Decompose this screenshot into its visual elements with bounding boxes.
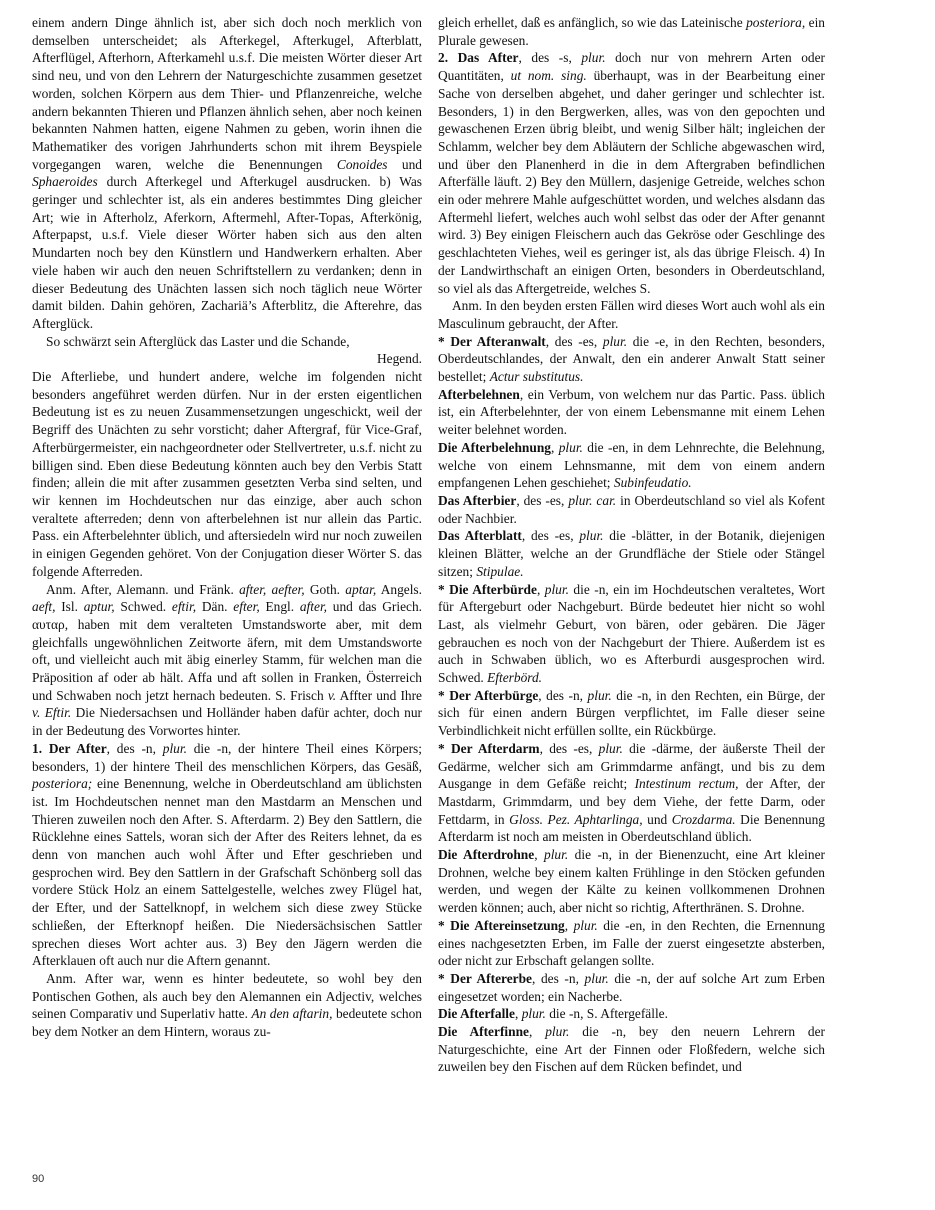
headword: * Der Afteranwalt <box>438 333 546 349</box>
entry-afterdarm: * Der Afterdarm, des -es, plur. die -därme, der äußerste Theil der Gedärme, welcher sich am Grimmdarme anfängt, und bis zu dem Ausgange in dem Gefäße reicht; Intestinum rectum, der After, der Mastdarm, Grimmdarm, und bey dem Viehe, der fette Darm, oder Fettdarm, in Gloss. Pez. Aphtarlinga, und Crozdarma. Die Benennung Afterdarm ist noch am meisten in Oberdeutschland üblich. <box>438 740 826 845</box>
left-column <box>32 14 422 1041</box>
headword: Die Afterfalle <box>438 1006 515 1022</box>
entry-afterbelehnen: Afterbelehnen, ein Verbum, von welchem nur das Partic. Pass. üblich ist, ein Afterbelehnter, der von einem Lebensmanne mit einem Lehen weiter belehnet worden. <box>438 386 825 438</box>
annotation-after-adjective: Anm. After war, wenn es hinter bedeutete, so wohl bey den Pontischen Gothen, als auch bey den Alemannen ein Adjectiv, welches seinen Comparativ und Superlativ hatte. An den aftarin, bedeutete schon bey dem Notker an dem Hintern, woraus zu- <box>32 970 422 1040</box>
continuation-text: gleich erhellet, daß es anfänglich, so wie das Lateinische posteriora, ein Plurale gewesen. <box>438 15 825 48</box>
quote-attribution: Hegend. <box>377 351 422 367</box>
headword: * Die Afterbürde <box>438 581 537 597</box>
annotation-masculinum: Anm. In den beyden ersten Fällen wird dieses Wort auch wohl als ein Masculinum gebraucht, der After. <box>438 298 825 331</box>
dictionary-page <box>32 14 905 1164</box>
headword: 1. Der After <box>32 740 107 756</box>
entry-afterblatt: Das Afterblatt, des -es, plur. die -blätter, in der Botanik, diejenigen kleinen Blätter, welche an der Grundfläche der Stiele oder Stängel sitzen; Stipulae. <box>438 528 825 579</box>
headword: Das Afterblatt <box>438 528 522 544</box>
entry-afterbuerge: * Der Afterbürge, des -n, plur. die -n, in den Rechten, ein Bürge, der sich für einen andern Bürgen verpflichtet, im Falle dieser seine Verbindlichkeit nicht erfüllen sollte, ein Rückbürge. <box>438 687 825 739</box>
entry-afterbuerde: * Die Afterbürde, plur. die -n, ein im Hochdeutschen veraltetes, Wort für Aftergeburt oder Nachgeburt. Bürde bedeutet hier nicht so wohl Last, als vielmehr Geburt, von bären, oder gebären. Die Jäger gebrauchen es noch von der Nachgeburt der Thiere. Außerdem ist es auch in Schwaben üblich, wo es Afterburdi ausgesprochen wird. Schwed. Efterbörd. <box>438 581 825 686</box>
annotation-etymology: Anm. After, Alemann. und Fränk. after, aefter, Goth. aptar, Angels. aeft, Isl. aptur, Schwed. eftir, Dän. efter, Engl. after, und das Griech. αυταρ, haben mit dem veralteten Umstandsworte aber, mit dem gleichfalls ungewöhnlichen Zeitworte äfern, mit dem Umstandsworte oft, und vielleicht auch mit äbig einerley Stamm, für welchen man die Präposition af oder ab hält. Affa und aft sollen in Franken, Österreich und Schwaben noch jetzt hernach bedeuten. S. Frisch v. Affter und Ihre v. Eftir. Die Niedersachsen und Holländer haben dafür achter, doch nur in der Bedeutung des Vorwortes hinter. <box>32 581 423 739</box>
headword: Die Afterdrohne <box>438 847 535 863</box>
headword: Afterbelehnen <box>438 386 520 402</box>
entry-das-after: 2. Das After, des -s, plur. doch nur von mehrern Arten oder Quantitäten, ut nom. sing. überhaupt, was in der Bearbeitung einer Sache von derselben abgehet, und daher geringer und schlechter ist. Besonders, 1) in den Bergwerken, alles, was von den gepochten und gewaschenen Erzen übrig bleibt, und wenig Silber hält; ingleichen der Schlamm, welcher bey dem Abläutern der Schliche abgewaschen wird, und über den Planenherd in die in dem Aftergraben befindlichen Afterfälle läuft. 2) Bey den Müllern, dasjenige Getreide, welches schon ein oder mehrere Mahle aufgeschüttet worden, und welches alsdann das Aftermehl liefert, welches auch wohl selbst das oder der After genannt wird. 3) Bey einigen Fleischern auch das Gekröse oder Geschlinge des geschlachteten Viehes, weil es geringer ist, als das übrige Fleisch. 4) In der Landwirthschaft an einigen Orten, besonders in Oberdeutschland, so viel als das Aftergetreide, welches S. <box>438 50 825 296</box>
right-column <box>438 14 825 1076</box>
entry-afterbier: Das Afterbier, des -es, plur. car. in Oberdeutschland so viel als Kofent oder Nachbier. <box>438 492 825 526</box>
entry-afterdrohne: Die Afterdrohne, plur. die -n, in der Bienenzucht, eine Art kleiner Drohnen, welche bey einem kalten Frühlinge in den Stöcken gefunden werden, und wegen der Kälte zu keinen vollkommenen Drohnen werden können; auch, aber nicht so richtig, Afterthränen. S. Drohne. <box>438 847 825 916</box>
entry-der-after: 1. Der After, des -n, plur. die -n, der hintere Theil eines Körpers; besonders, 1) der hintere Theil des menschlichen Körpers, das Gesäß, posteriora; eine Benennung, welche in Oberdeutschland am üblichsten ist. Im Hochdeutschen nennet man den Mastdarm an Menschen und Thieren zuweilen noch den After. S. Afterdarm. 2) Bey den Sattlern, die Rücklehne eines Sattels, woran sich der After des Reiters lehnet, da es denn von manchen auch wohl Äfter und Efter geschrieben und gesprochen wird. Bey den Sattlern in der Grafschaft Schönberg soll das vordere Stück Holz an einem Sattelgestelle, welches zwey Flügel hat, der Efter, und der Sattelknopf, in welchem sich diese zwey Stücke schließen, der Efterknopf heißen. Die Niedersächsischen Sattler sprechen dieses Wort achter aus. 3) Bey den Jägern werden die Afterklauen oft auch nur die Aftern genannt. <box>32 740 422 969</box>
headword: * Der Afterbürge <box>438 687 539 703</box>
headword: Die Afterfinne <box>438 1024 529 1040</box>
entry-afterbelehnung: Die Afterbelehnung, plur. die -en, in dem Lehnrechte, die Belehnung, welche von einem Lehnsmanne, mit dem von einem andern empfangenen Lehen geschiehet; Subinfeudatio. <box>438 439 825 491</box>
page-number: 90 <box>32 1173 45 1185</box>
headword: Das Afterbier <box>438 492 517 508</box>
headword: * Der Afterdarm <box>438 740 540 756</box>
paragraph-after-meanings: einem andern Dinge ähnlich ist, aber sich doch noch merklich von demselben unterscheidet; als Afterkegel, Afterkugel, Afterblatt, Afterflügel, Afterhorn, Afterkamehl u.s.f. Die meisten Wörter dieser Art sind neu, und von den Lehrern der Naturgeschichte zusammen gesetzet worden, solchen Körpern aus dem Thier- und Pflanzenreiche, welche andern bekannten Thieren und Pflanzen ähnlich sehen, aber noch keinen bekannten Nahmen hatten, eigene Nahmen zu geben, worin ihnen die Mathematiker des vorigen Jahrhunderts schon mit ihrem Beyspiele vorgegangen waren, welche die Benennungen Conoides und Sphaeroides durch Afterkegel und Afterkugel ausdrucken. b) Was geringer und schlechter ist, als ein anderes bestimmtes Ding gleicher Art; wie in Afterholz, Aferkorn, Aftermehl, After-Topas, Afterkönig, Afterpapst, u.s.f. Viele dieser Wörter haben sich aus den alten Mundarten noch bey den Künstlern und Handwerkern erhalten. Aber viele haben wir auch den neuen Schriftstellern zu verdanken; denn in dieser Bedeutung des Unächten lassen sich noch täglich neue Wörter damit bilden. Dahin gehören, Zachariä’s Afterblitz, die Afterehre, das Afterglück. <box>32 15 422 331</box>
headword: Die Afterbelehnung <box>438 439 551 455</box>
entry-afterfinne: Die Afterfinne, plur. die -n, bey den neuern Lehrern der Naturgeschichte, eine Art der Finnen oder Floßfedern, welche sich zuweilen bey den Fischen auf dem Rücken befindet, und <box>438 1024 825 1075</box>
entry-afteranwalt: * Der Afteranwalt, des -es, plur. die -e, in den Rechten, besonders, Oberdeutschlandes, der Anwalt, den ein anderer Anwalt Statt seiner bestellet; Actur substitutus. <box>438 333 825 385</box>
entry-afterfalle: Die Afterfalle, plur. die -n, S. Aftergefälle. <box>438 1006 668 1022</box>
headword: * Der Aftererbe <box>438 970 532 986</box>
entry-aftereinsetzung: * Die Aftereinsetzung, plur. die -en, in den Rechten, die Ernennung eines nachgesetzten Erben, im Falle der zuerst eingesetzte absterben, oder nicht zur Erbschaft gelangen sollte. <box>438 917 825 969</box>
entry-aftererbe: * Der Aftererbe, des -n, plur. die -n, der auf solche Art zum Erben eingesetzet worden; ein Nacherbe. <box>438 970 825 1004</box>
paragraph-afterliebe: Die Afterliebe, und hundert andere, welche im folgenden nicht besonders angeführet werden dürfen. Nur in der ersten eigentlichen Bedeutung ist es zu neuen Zusammensetzungen ungeschickt, weil der Begriff des Unächten zu sehr vorsticht; daher Aftergraf, für Vice-Graf, Afterbürgermeister, ein nachgeordneter oder Stellvertreter, u.s.f. nicht zu billigen sind. Eben diese Bedeutung könnten auch bey den Verbis Statt finden; allein die mit after zusammen gesetzten Verba sind selten, und wir kennen im Hochdeutschen nur das einzige, aber auch schon veraltete afterreden; denn von afterbelehnen ist nur allein das Partic. Pass. ein Afterbelehnter üblich, und aftersiedeln wird nur noch zuweilen in einigen Gegenden gehöret. Von der Conjugation dieser Wörter S. das folgende Afterreden. <box>32 369 422 579</box>
quote-line: So schwärzt sein Afterglück das Laster und die Schande, <box>46 333 350 349</box>
headword: 2. Das After <box>438 50 519 66</box>
headword: * Die Aftereinsetzung <box>438 917 565 933</box>
